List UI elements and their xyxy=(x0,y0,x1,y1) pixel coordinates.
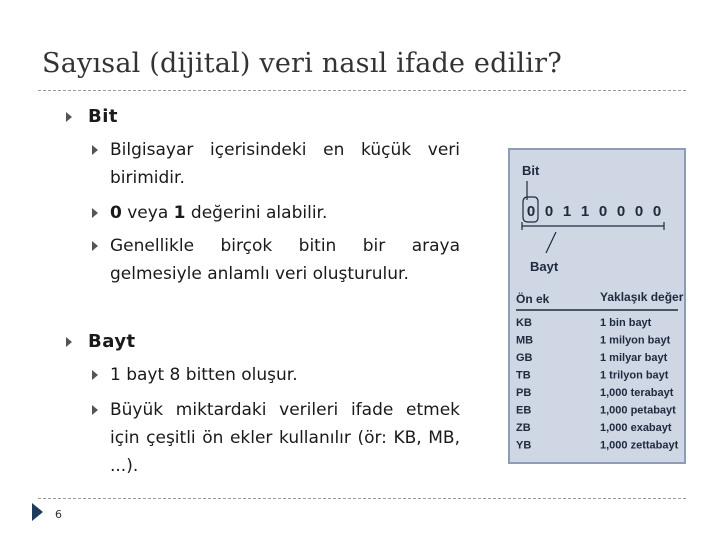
bit-digit: 0 xyxy=(634,203,644,220)
byte-pointer-line xyxy=(546,232,556,253)
prefix-column-header: Ön ek xyxy=(516,292,550,306)
value-cell: 1 milyar bayt xyxy=(600,352,668,364)
prefix-cell: GB xyxy=(516,352,533,364)
value-cell: 1,000 exabayt xyxy=(600,422,672,434)
slide-title: Sayısal (dijital) veri nasıl ifade edilir? xyxy=(42,48,562,79)
prefix-cell: TB xyxy=(516,369,531,382)
section-heading-bit: Bit xyxy=(88,106,118,127)
text-fragment: veya xyxy=(121,203,174,223)
text-fragment: değerini alabilir. xyxy=(185,203,328,223)
bit-byte-figure xyxy=(508,148,686,464)
figure-drawing xyxy=(510,150,684,462)
section-heading-bayt: Bayt xyxy=(88,331,136,352)
bullet-arrow-icon xyxy=(92,370,98,380)
list-item: Genellikle birçok bitin bir araya gelmesiyle anlamlı veri oluşturulur. xyxy=(110,236,460,284)
bit-digit: 0 xyxy=(526,203,536,220)
prefix-cell: EB xyxy=(516,404,532,417)
bullet-arrow-icon xyxy=(92,405,98,415)
list-item: Büyük miktardaki verileri ifade etmek için çeşitli ön ekler kullanılır (ör: KB, MB, ...). xyxy=(110,400,460,476)
title-divider xyxy=(38,90,686,91)
page-number: 6 xyxy=(55,508,62,521)
slide-marker-icon xyxy=(32,503,43,521)
bit-digit: 1 xyxy=(562,203,572,220)
footer-divider xyxy=(38,498,686,499)
bit-digit: 0 xyxy=(652,203,662,220)
bit-digit: 0 xyxy=(616,203,626,220)
list-item xyxy=(110,199,460,227)
bit-digits xyxy=(527,203,661,220)
figure-bit-label: Bit xyxy=(522,163,540,178)
bit-digit: 0 xyxy=(544,203,554,220)
list-item: Bilgisayar içerisindeki en küçük veri birimidir. xyxy=(110,140,460,188)
bit-value-one: 1 xyxy=(173,203,186,223)
list-item: 1 bayt 8 bitten oluşur. xyxy=(110,365,298,385)
value-cell: 1 trilyon bayt xyxy=(600,369,669,382)
bullet-arrow-icon xyxy=(92,208,98,218)
value-cell: 1 bin bayt xyxy=(600,317,652,329)
bullet-arrow-icon xyxy=(92,241,98,251)
prefix-cell: KB xyxy=(516,317,532,329)
prefix-cell: ZB xyxy=(516,422,531,434)
bit-value-zero: 0 xyxy=(110,203,122,223)
figure-byte-label: Bayt xyxy=(530,259,559,274)
value-cell: 1 milyon bayt xyxy=(600,334,671,347)
value-cell: 1,000 terabayt xyxy=(600,387,674,399)
prefix-cell: PB xyxy=(516,387,532,399)
prefix-cell: MB xyxy=(516,334,534,347)
bullet-arrow-icon xyxy=(66,112,72,122)
value-cell: 1,000 petabayt xyxy=(600,404,676,417)
value-column-header: Yaklaşık değeri xyxy=(600,290,684,304)
bit-digit: 1 xyxy=(580,203,590,220)
bullet-arrow-icon xyxy=(92,145,98,155)
prefix-table xyxy=(516,317,679,452)
bit-digit: 0 xyxy=(598,203,608,220)
bullet-arrow-icon xyxy=(66,337,72,347)
value-cell: 1,000 zettabayt xyxy=(600,439,679,452)
prefix-cell: YB xyxy=(516,439,532,452)
